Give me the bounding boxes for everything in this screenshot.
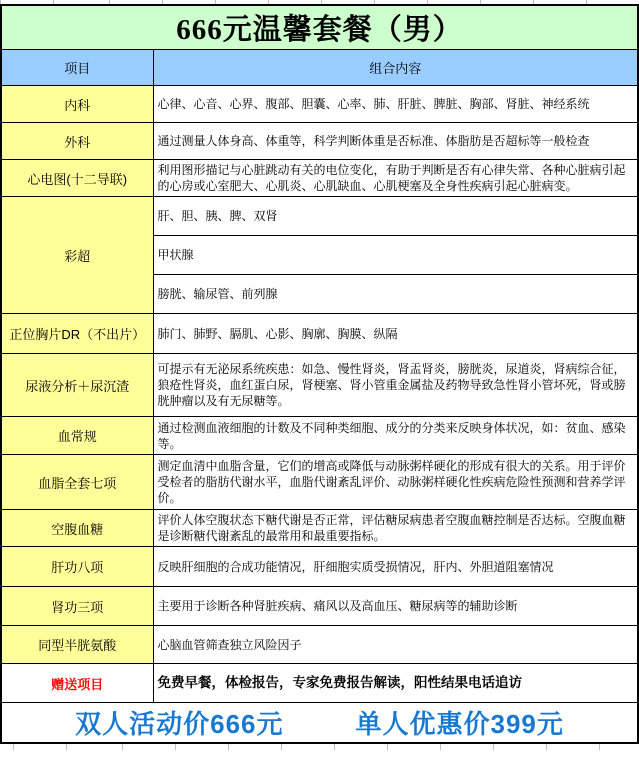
item-content: 评价人体空腹状态下糖代谢是否正常，评估糖尿病患者空腹血糖控制是否达标。空腹血糖是诊断糖代谢紊乱的最常用和最重要指标。 [153, 510, 638, 547]
table-row [1, 587, 638, 626]
item-content: 主要用于诊断各种肾脏疾病、痛风以及高血压、糖尿病等的辅助诊断 [153, 587, 638, 626]
table-row [1, 123, 638, 160]
table-row [1, 86, 638, 123]
item-label: 彩超 [1, 197, 153, 314]
item-label: 外科 [1, 123, 153, 160]
item-content: 测定血清中血脂含量，它们的增高或降低与动脉粥样硬化的形成有很大的关系。用于评价受检者的脂肪代谢水平，血脂代谢紊乱评价、动脉粥样硬化性疾病危险性预测和营养学评价。 [153, 455, 638, 510]
cropped-cells-sliver-bottom [0, 744, 639, 750]
item-label: 尿液分析＋尿沉渣 [1, 354, 153, 417]
table-row [1, 510, 638, 547]
item-content: 通过检测血液细胞的计数及不同种类细胞、成分的分类来反映身体状况，如：贫血、感染等。 [153, 417, 638, 455]
item-label: 空腹血糖 [1, 510, 153, 547]
table-row [1, 626, 638, 664]
price-line [3, 704, 636, 741]
table-row [1, 417, 638, 455]
item-label: 内科 [1, 86, 153, 123]
table-row [1, 664, 638, 703]
item-label: 血常规 [1, 417, 153, 455]
item-label: 血脂全套七项 [1, 455, 153, 510]
item-label: 同型半胱氨酸 [1, 626, 153, 664]
item-content: 心律、心音、心界、腹部、胆囊、心率、肺、肝脏、脾脏、胸部、肾脏、神经系统 [153, 86, 638, 123]
item-content: 膀胱、输尿管、前列腺 [153, 275, 638, 314]
item-label: 肝功八项 [1, 547, 153, 587]
double-price-text: 双人活动价666元 [75, 709, 284, 739]
item-label: 心电图(十二导联) [1, 160, 153, 197]
column-header-content: 组合内容 [153, 50, 638, 86]
item-content: 利用图形描记与心脏跳动有关的电位变化，有助于判断是否有心律失常、各种心脏病引起的心房或心室肥大、心肌炎、心肌缺血、心肌梗塞及全身性疾病引起心脏病变。 [153, 160, 638, 197]
item-content: 心脑血管筛查独立风险因子 [153, 626, 638, 664]
gift-item-content: 免费早餐，体检报告，专家免费报告解读，阳性结果电话追访 [153, 664, 638, 703]
table-row [1, 354, 638, 417]
package-title: 666元温馨套餐（男） [1, 5, 638, 50]
table-row [1, 197, 638, 236]
item-content: 肺门、肺野、膈肌、心影、胸廓、胸膜、纵隔 [153, 314, 638, 354]
table-row [1, 547, 638, 587]
table-row [1, 455, 638, 510]
item-label: 肾功三项 [1, 587, 153, 626]
package-table [0, 4, 639, 744]
item-content: 肝、胆、胰、脾、双肾 [153, 197, 638, 236]
single-price-text: 单人优惠价399元 [355, 709, 564, 739]
item-content: 可提示有无泌尿系统疾患：如急、慢性肾炎，肾盂肾炎，膀胱炎，尿道炎，肾病综合征，狼疮性肾炎，血红蛋白尿，肾梗塞、肾小管重金属盐及药物导致急性肾小管坏死，肾或膀胱肿瘤以及有无尿糖等。 [153, 354, 638, 417]
column-header-item: 项目 [1, 50, 153, 86]
item-content: 反映肝细胞的合成功能情况，肝细胞实质受损情况，肝内、外胆道阻塞情况 [153, 547, 638, 587]
price-row [1, 703, 638, 744]
table-row [1, 160, 638, 197]
item-content: 甲状腺 [153, 236, 638, 275]
table-row [1, 314, 638, 354]
item-content: 通过测量人体身高、体重等，科学判断体重是否标准、体脂肪是否超标等一般检查 [153, 123, 638, 160]
gift-item-label: 赠送项目 [1, 664, 153, 703]
item-label: 正位胸片DR（不出片） [1, 314, 153, 354]
